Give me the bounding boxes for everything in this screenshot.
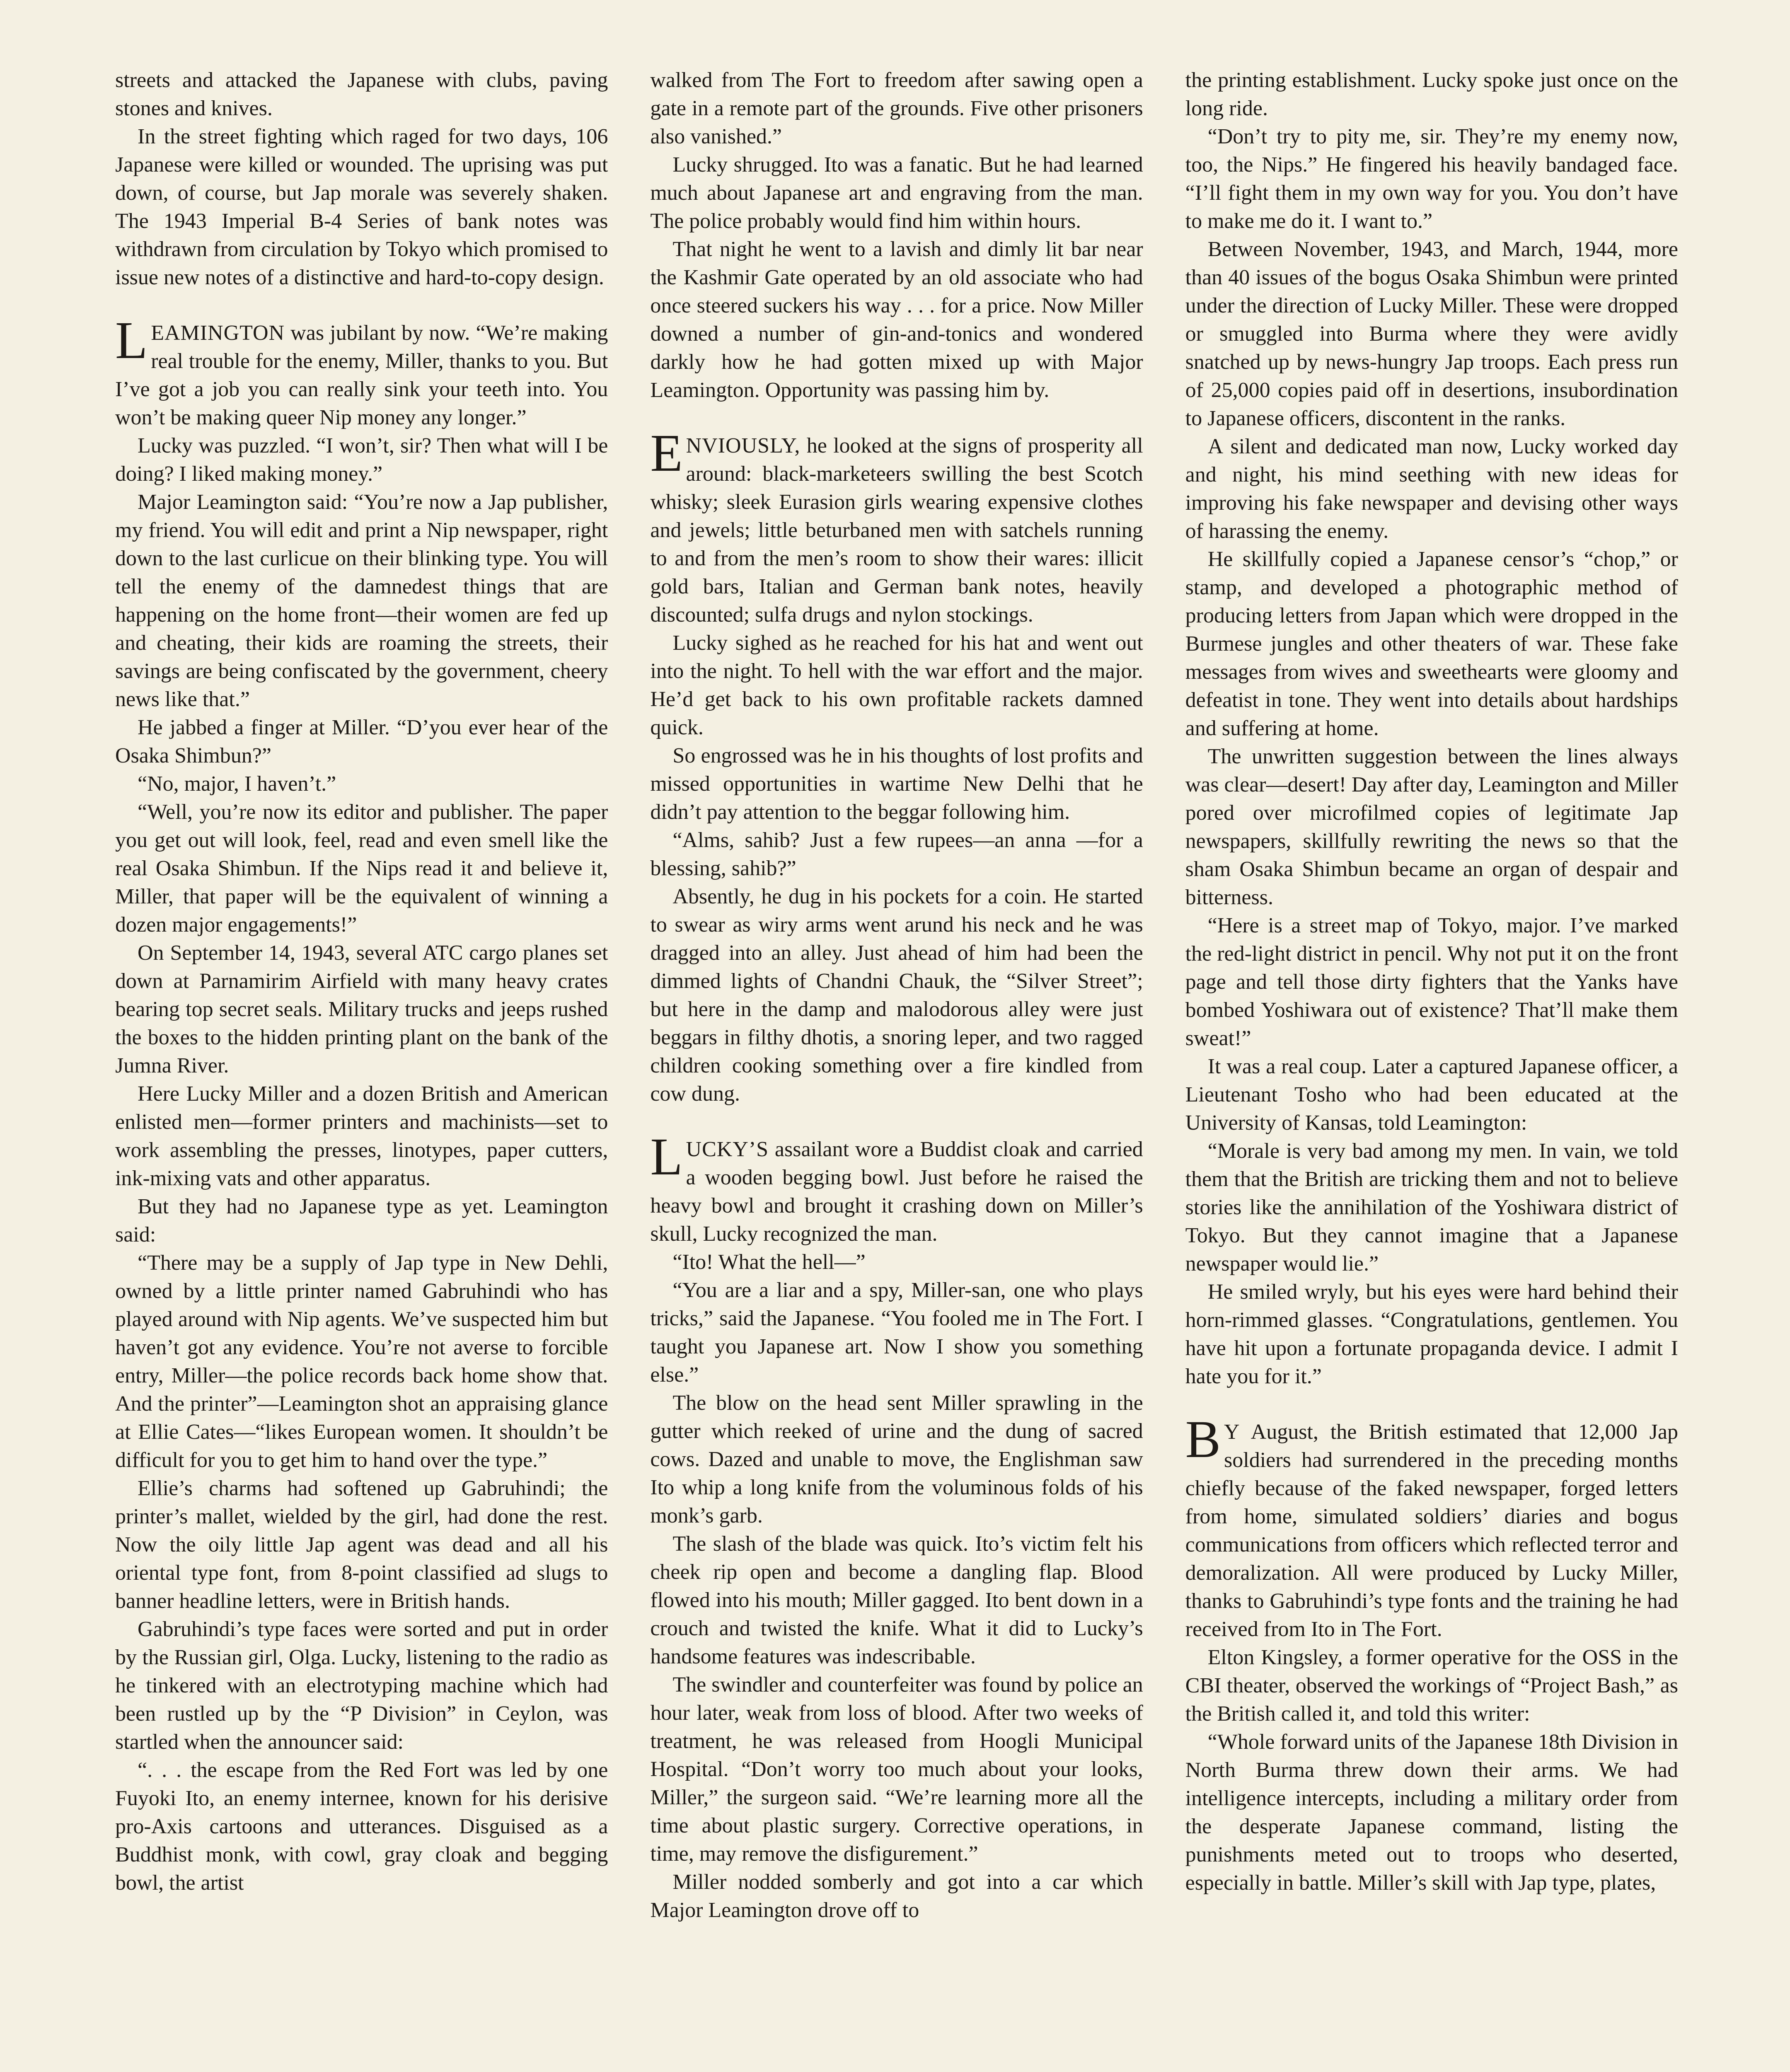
paragraph-text: On September 14, 1943, several ATC cargo planes set down at Parnamirim Airfield with many heavy crates bearing top secret seals. Military trucks and jeeps rushed the boxes to the hidden printing plant on the bank of the Jumna River. — [115, 941, 608, 1077]
paragraph — [650, 742, 1143, 826]
drop-cap: B — [1185, 1410, 1221, 1469]
paragraph-text: Elton Kingsley, a former operative for the OSS in the CBI theater, observed the workings of “Project Bash,” as the British called it, and told this writer: — [1185, 1646, 1678, 1726]
paragraph — [1185, 1278, 1678, 1391]
paragraph-text: The swindler and counterfeiter was found by police an hour later, weak from loss of blood. After two weeks of treatment, he was released from Hoogli Municipal Hospital. “Don’t worry too much about your looks, Miller,” the surgeon said. “We’re learning more all the time about plastic surgery. Corrective operations, in time, may remove the disfigurement.” — [650, 1673, 1143, 1866]
paragraph-text: It was a real coup. Later a captured Japanese officer, a Lieutenant Tosho who had been educated at the University of Kansas, told Leamington: — [1185, 1055, 1678, 1135]
paragraph-text: Absently, he dug in his pockets for a coin. He started to swear as wiry arms went arund his neck and he was dragged into an alley. Just ahead of him had been the dimmed lights of Chandni Chauk, the “Silver Street”; but here in the damp and malodorous alley were just beggars in filthy dhotis, a snoring leper, and two ragged children cooking something over a fire kindled from cow dung. — [650, 885, 1143, 1106]
paragraph — [650, 66, 1143, 151]
paragraph-text: “Ito! What the hell—” — [672, 1250, 866, 1274]
paragraph-text: Lucky sighed as he reached for his hat and went out into the night. To hell with the war effort and the major. He’d get back to his own profitable rackets damned quick. — [650, 631, 1143, 739]
lead-in: EAMINGTON — [151, 321, 285, 345]
paragraph — [115, 66, 608, 123]
paragraph-text: He skillfully copied a Japanese censor’s “chop,” or stamp, and developed a photographic method of producing letters from Japan which were dropped in the Burmese jungles and other theaters of war. These fake messages from wives and sweethearts were gloomy and defeatist in tone. They went into details about hardships and suffering at home. — [1185, 547, 1678, 740]
drop-cap: L — [650, 1127, 683, 1186]
paragraph-text: Miller nodded somberly and got into a car which Major Leamington drove off to — [650, 1870, 1143, 1922]
paragraph — [115, 488, 608, 714]
paragraph — [115, 1080, 608, 1193]
drop-cap: L — [115, 311, 148, 370]
paragraph — [115, 714, 608, 770]
drop-cap: E — [650, 424, 683, 482]
paragraph-text: walked from The Fort to freedom after sawing open a gate in a remote part of the grounds. Five other prisoners also vanished.” — [650, 68, 1143, 148]
paragraph — [650, 629, 1143, 742]
paragraph — [650, 1671, 1143, 1868]
paragraph-text: was jubilant by now. “We’re making real trouble for the enemy, Miller, thanks to you. But I’ve got a job you can really sink your teeth into. You won’t be making queer Nip money any longer.” — [115, 321, 608, 429]
paragraph — [115, 1193, 608, 1249]
paragraph — [650, 1248, 1143, 1276]
paragraph — [1185, 66, 1678, 123]
column-3 — [1185, 66, 1678, 2072]
paragraph-text: assailant wore a Buddist cloak and carried a wooden begging bowl. Just before he raised the heavy bowl and brought it crashing down on Miller’s skull, Lucky recognized the man. — [650, 1138, 1143, 1246]
lead-in: UCKY’S — [686, 1138, 769, 1161]
paragraph-text: “Morale is very bad among my men. In vain, we told them that the British are tricking them and not to believe stories like the annihilation of the Yoshiwara district of Tokyo. But they cannot imagine that a Japanese newspaper would lie.” — [1185, 1139, 1678, 1276]
paragraph — [1185, 1410, 1678, 1644]
paragraph-text: August, the British estimated that 12,000 Jap soldiers had surrendered in the preceding months chiefly because of the faked newspaper, forged letters from home, simulated soldiers’ diaries and bogus communications from officers which reflected terror and demoralization. All were produced by Lucky Miller, thanks to Gabruhindi’s type fonts and the training he had received from Ito in The Fort. — [1185, 1420, 1678, 1641]
paragraph-text: The blow on the head sent Miller sprawling in the gutter which reeked of urine and the dung of sacred cows. Dazed and unable to move, the Englishman saw Ito whip a long knife from the voluminous folds of his monk’s garb. — [650, 1391, 1143, 1527]
lead-in: NVIOUSLY, — [686, 434, 801, 457]
paragraph — [650, 1868, 1143, 1924]
paragraph — [115, 432, 608, 488]
paragraph-text: Major Leamington said: “You’re now a Jap publisher, my friend. You will edit and print a Nip newspaper, right down to the last curlicue on their blinking type. You will tell the enemy of the damnedest things that are happening on the home front—their women are fed up and cheating, their kids are roaming the streets, their savings are being confiscated by the government, cheery news like that.” — [115, 490, 608, 711]
article-body — [115, 66, 1678, 2072]
paragraph — [650, 424, 1143, 629]
paragraph-text: Ellie’s charms had softened up Gabruhindi; the printer’s mallet, wielded by the girl, had done the rest. Now the oily little Jap agent was dead and all his oriental type font, from 8-point classified ad slugs to banner headline letters, were in British hands. — [115, 1477, 608, 1613]
paragraph-text: “No, major, I haven’t.” — [138, 772, 336, 796]
paragraph — [650, 151, 1143, 235]
paragraph — [1185, 545, 1678, 743]
paragraph — [115, 123, 608, 292]
paragraph-text: Lucky was puzzled. “I won’t, sir? Then what will I be doing? I liked making money.” — [115, 434, 608, 486]
paragraph-text: But they had no Japanese type as yet. Leamington said: — [115, 1195, 608, 1247]
paragraph — [650, 1389, 1143, 1530]
paragraph — [1185, 1137, 1678, 1278]
paragraph-text: streets and attacked the Japanese with clubs, paving stones and knives. — [115, 68, 608, 120]
column-2 — [650, 66, 1143, 2072]
paragraph-text: “Whole forward units of the Japanese 18th Division in North Burma threw down their arms. We had intelligence intercepts, including a military order from the desperate Japanese command, listing the punishments meted out to troops who deserted, especially in battle. Miller’s skill with Jap type, plates, — [1185, 1730, 1678, 1895]
paragraph-text: Lucky shrugged. Ito was a fanatic. But he had learned much about Japanese art and engraving from the man. The police probably would find him within hours. — [650, 153, 1143, 233]
paragraph — [1185, 1644, 1678, 1728]
paragraph — [115, 939, 608, 1080]
paragraph — [650, 1276, 1143, 1389]
paragraph — [650, 883, 1143, 1108]
paragraph — [1185, 1728, 1678, 1897]
paragraph — [115, 1615, 608, 1756]
paragraph — [650, 1530, 1143, 1671]
paragraph — [115, 1474, 608, 1615]
paragraph-text: So engrossed was he in his thoughts of lost profits and missed opportunities in wartime New Delhi that he didn’t pay attention to the beggar following him. — [650, 744, 1143, 824]
paragraph-text: “. . . the escape from the Red Fort was led by one Fuyoki Ito, an enemy internee, known for his derisive pro-Axis cartoons and utterances. Disguised as a Buddhist monk, with cowl, gray cloak and begging bowl, the artist — [115, 1758, 608, 1895]
paragraph-text: “Alms, sahib? Just a few rupees—an anna —for a blessing, sahib?” — [650, 828, 1143, 880]
paragraph-text: “Well, you’re now its editor and publisher. The paper you get out will look, feel, read and even smell like the real Osaka Shimbun. If the Nips read it and believe it, Miller, that paper will be the equivalent of winning a dozen major engagements!” — [115, 800, 608, 937]
paragraph — [115, 770, 608, 798]
paragraph-text: the printing establishment. Lucky spoke just once on the long ride. — [1185, 68, 1678, 120]
paragraph — [1185, 235, 1678, 433]
paragraph-text: The slash of the blade was quick. Ito’s victim felt his cheek rip open and become a dangling flap. Blood flowed into his mouth; Miller gagged. Ito bent down in a crouch and twisted the knife. What it did to Lucky’s handsome features was indescribable. — [650, 1532, 1143, 1668]
paragraph — [1185, 433, 1678, 545]
paragraph-text: “There may be a supply of Jap type in New Dehli, owned by a little printer named Gabruhindi who has played around with Nip agents. We’ve suspected him but haven’t got any evidence. You’re not averse to forcible entry, Miller—the police records back home show that. And the printer”—Leamington shot an appraising glance at Ellie Cates—“likes European women. It shouldn’t be difficult for you to get him to hand over the type.” — [115, 1251, 608, 1472]
paragraph — [115, 1249, 608, 1474]
paragraph — [1185, 743, 1678, 912]
paragraph — [1185, 1053, 1678, 1137]
paragraph-text: “You are a liar and a spy, Miller-san, one who plays tricks,” said the Japanese. “You fooled me in The Fort. I taught you Japanese art. Now I show you something else.” — [650, 1278, 1143, 1387]
paragraph-text: “Don’t try to pity me, sir. They’re my enemy now, too, the Nips.” He fingered his heavily bandaged face. “I’ll fight them in my own way for you. You don’t have to make me do it. I want to.” — [1185, 125, 1678, 233]
paragraph-text: Gabruhindi’s type faces were sorted and put in order by the Russian girl, Olga. Lucky, listening to the radio as he tinkered with an electrotyping machine which had been rustled up by the “P Division” in Ceylon, was startled when the announcer said: — [115, 1617, 608, 1754]
paragraph — [650, 235, 1143, 404]
paragraph — [650, 826, 1143, 883]
paragraph-text: He jabbed a finger at Miller. “D’you ever hear of the Osaka Shimbun?” — [115, 716, 608, 767]
paragraph-text: He smiled wryly, but his eyes were hard behind their horn-rimmed glasses. “Congratulations, gentlemen. You have hit upon a fortunate propaganda device. I admit I hate you for it.” — [1185, 1280, 1678, 1388]
paragraph-text: The unwritten suggestion between the lines always was clear—desert! Day after day, Leamington and Miller pored over microfilmed copies of legitimate Jap newspapers, skillfully rewriting the news so that the sham Osaka Shimbun became an organ of despair and bitterness. — [1185, 745, 1678, 909]
paragraph-text: he looked at the signs of prosperity all around: black-marketeers swilling the best Scotch whisky; sleek Eurasion girls wearing expensive clothes and jewels; little beturbaned men with satchels running to and from the men’s room to show their wares: illicit gold bars, Italian and German bank notes, heavily discounted; sulfa drugs and nylon stockings. — [650, 434, 1143, 627]
paragraph — [1185, 123, 1678, 235]
paragraph-text: “Here is a street map of Tokyo, major. I’ve marked the red-light district in pencil. Why not put it on the front page and tell those dirty fighters that the Yanks have bombed Yoshiwara out of existence? That’ll make them sweat!” — [1185, 914, 1678, 1050]
paragraph — [115, 798, 608, 939]
paragraph — [115, 311, 608, 432]
paragraph-text: A silent and dedicated man now, Lucky worked day and night, his mind seething with new ideas for improving his fake newspaper and devising other ways of harassing the enemy. — [1185, 435, 1678, 543]
paragraph — [1185, 912, 1678, 1053]
paragraph-text: Between November, 1943, and March, 1944, more than 40 issues of the bogus Osaka Shimbun were printed under the direction of Lucky Miller. These were dropped or smuggled into Burma where they were avidly snatched up by news-hungry Jap troops. Each press run of 25,000 copies paid off in desertions, insubordination to Japanese officers, discontent in the ranks. — [1185, 237, 1678, 430]
paragraph-text: Here Lucky Miller and a dozen British and American enlisted men—former printers and machinists—set to work assembling the presses, linotypes, paper cutters, ink-mixing vats and other apparatus. — [115, 1082, 608, 1190]
paragraph-text: That night he went to a lavish and dimly lit bar near the Kashmir Gate operated by an old associate who had once steered suckers his way . . . for a price. Now Miller downed a number of gin-and-tonics and wondered darkly how he had gotten mixed up with Major Leamington. Opportunity was passing him by. — [650, 237, 1143, 402]
lead-in: Y — [1224, 1420, 1240, 1444]
column-1 — [115, 66, 608, 2072]
paragraph-text: In the street fighting which raged for two days, 106 Japanese were killed or wounded. The uprising was put down, of course, but Jap morale was severely shaken. The 1943 Imperial B-4 Series of bank notes was withdrawn from circulation by Tokyo which promised to issue new notes of a distinctive and hard-to-copy design. — [115, 125, 608, 289]
paragraph — [115, 1756, 608, 1897]
paragraph — [650, 1127, 1143, 1248]
